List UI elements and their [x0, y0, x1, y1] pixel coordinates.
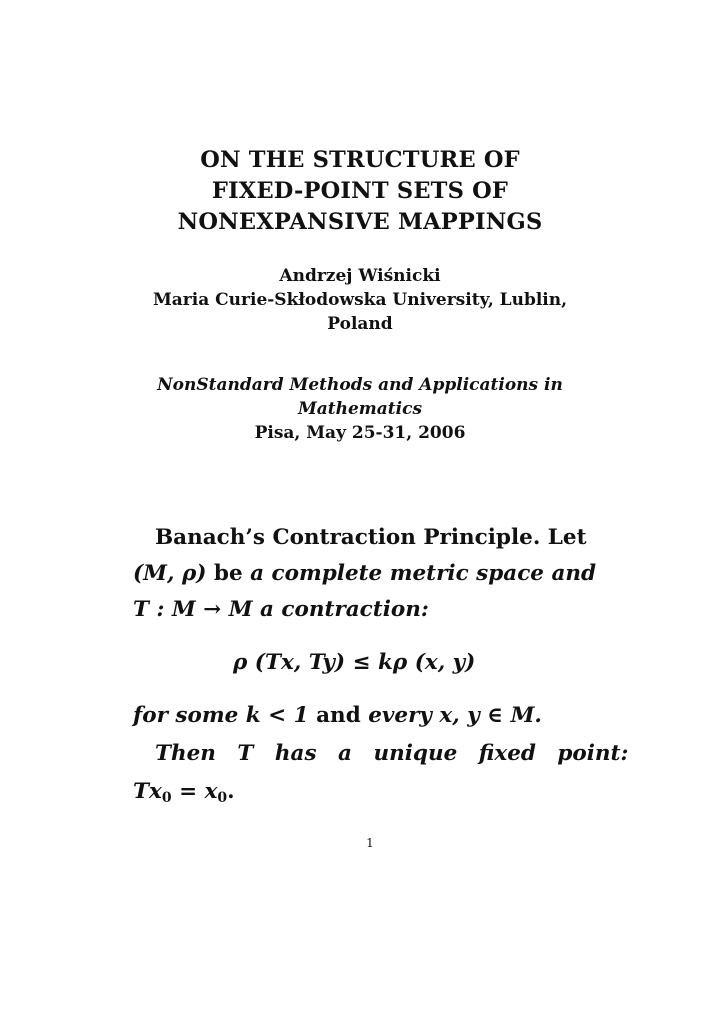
conference-venue-line-1: NonStandard Methods and Applications in [157, 375, 563, 395]
author-affiliation-line-2: Poland [327, 314, 393, 334]
fixed-point-lhs: Tx [133, 779, 162, 804]
mapping-symbol: T : M → M [133, 597, 253, 622]
author-block [0, 264, 720, 336]
every-text: every [368, 703, 432, 728]
title-line-2: FIXED-POINT SETS OF [211, 178, 509, 204]
page-number: 1 [366, 836, 374, 850]
author-affiliation-line-1: Maria Curie-Skłodowska University, Lublin, [152, 290, 568, 310]
conference-place-date: Pisa, May 25-31, 2006 [254, 423, 466, 443]
word-and: and [316, 703, 361, 728]
set-membership: x, y ∈ M. [439, 703, 542, 728]
fixed-point-subscript-rhs: 0 [217, 790, 228, 806]
contraction-inequality: ρ (Tx, Ty) ≤ kρ (x, y) [233, 650, 476, 675]
fixed-point-subscript-lhs: 0 [161, 790, 172, 806]
for-some-text: for some [133, 703, 239, 728]
conference-block [0, 373, 720, 445]
theorem-heading: Banach’s Contraction Principle. Let [155, 525, 587, 550]
theorem-line-3 [133, 594, 429, 625]
fixed-point-equation [133, 776, 235, 814]
fixed-point-period: . [227, 779, 235, 804]
title-line-3: NONEXPANSIVE MAPPINGS [177, 209, 543, 235]
author-name: Andrzej Wiśnicki [279, 266, 441, 286]
paper-title [0, 145, 720, 238]
k-condition: k < 1 [245, 703, 309, 728]
contraction-text: a contraction: [260, 597, 429, 622]
theorem-line-2 [133, 558, 596, 589]
theorem-conclusion: Then T has a unique fixed point: [155, 741, 629, 766]
metric-space-symbol: (M, ρ) [133, 561, 207, 586]
fixed-point-rhs: = x [171, 779, 218, 804]
complete-metric-space-text: a complete metric space and [250, 561, 597, 586]
conference-venue-line-2: Mathematics [297, 399, 423, 419]
word-be: be [213, 561, 243, 586]
theorem-line-5 [133, 700, 542, 731]
display-formula [233, 647, 475, 678]
title-line-1: ON THE STRUCTURE OF [200, 147, 520, 173]
